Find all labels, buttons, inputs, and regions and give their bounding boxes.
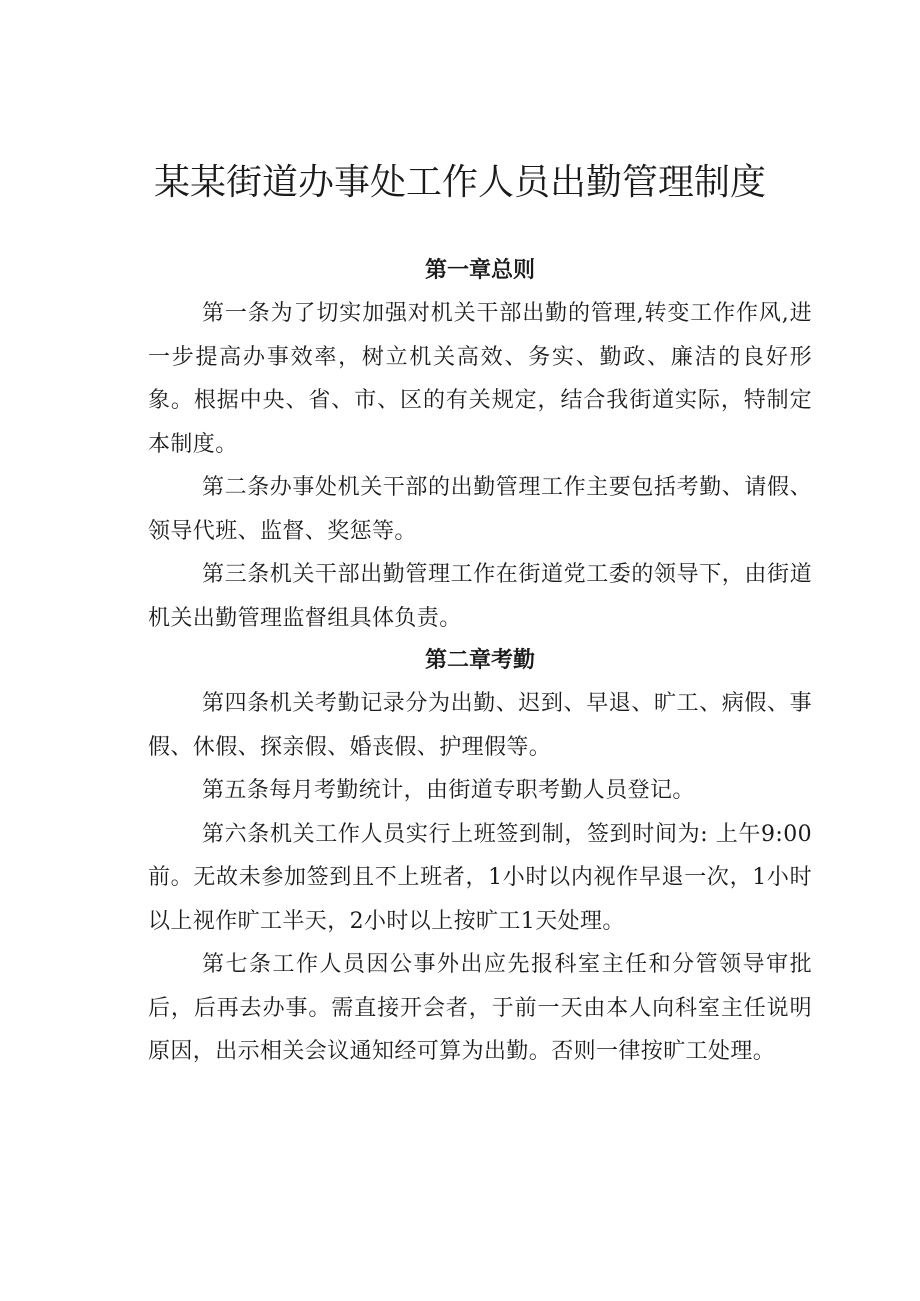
chapter-heading-1: 第一章总则 <box>424 258 535 283</box>
article-6: 第六条机关工作人员实行上班签到制，签到时间为: 上午9:00前。无故未参加签到且不上班者，1小时以内视作早退一次，1小时以上视作旷工半天，2小时以上按旷工1天处理。 <box>148 821 812 934</box>
document-body <box>148 250 812 1074</box>
article-4: 第四条机关考勤记录分为出勤、迟到、早退、旷工、病假、事假、休假、探亲假、婚丧假、护理假等。 <box>148 691 812 760</box>
article-7: 第七条工作人员因公事外出应先报科室主任和分管领导审批后，后再去办事。需直接开会者，于前一天由本人向科室主任说明原因，出示相关会议通知经可算为出勤。否则一律按旷工处理。 <box>148 952 812 1064</box>
article-2: 第二条办事处机关干部的出勤管理工作主要包括考勤、请假、领导代班、监督、奖惩等。 <box>148 475 812 544</box>
article-1: 第一条为了切实加强对机关干部出勤的管理,转变工作作风,进一步提高办事效率，树立机关高效、务实、勤政、廉洁的良好形象。根据中央、省、市、区的有关规定，结合我街道实际，特制定本制度。 <box>148 301 812 457</box>
article-5: 第五条每月考勤统计，由街道专职考勤人员登记。 <box>202 778 695 803</box>
chapter-heading-2: 第二章考勤 <box>424 648 535 673</box>
document-title: 某某街道办事处工作人员出勤管理制度 <box>153 162 766 203</box>
article-3: 第三条机关干部出勤管理工作在街道党工委的领导下，由街道机关出勤管理监督组具体负责。 <box>148 562 812 631</box>
